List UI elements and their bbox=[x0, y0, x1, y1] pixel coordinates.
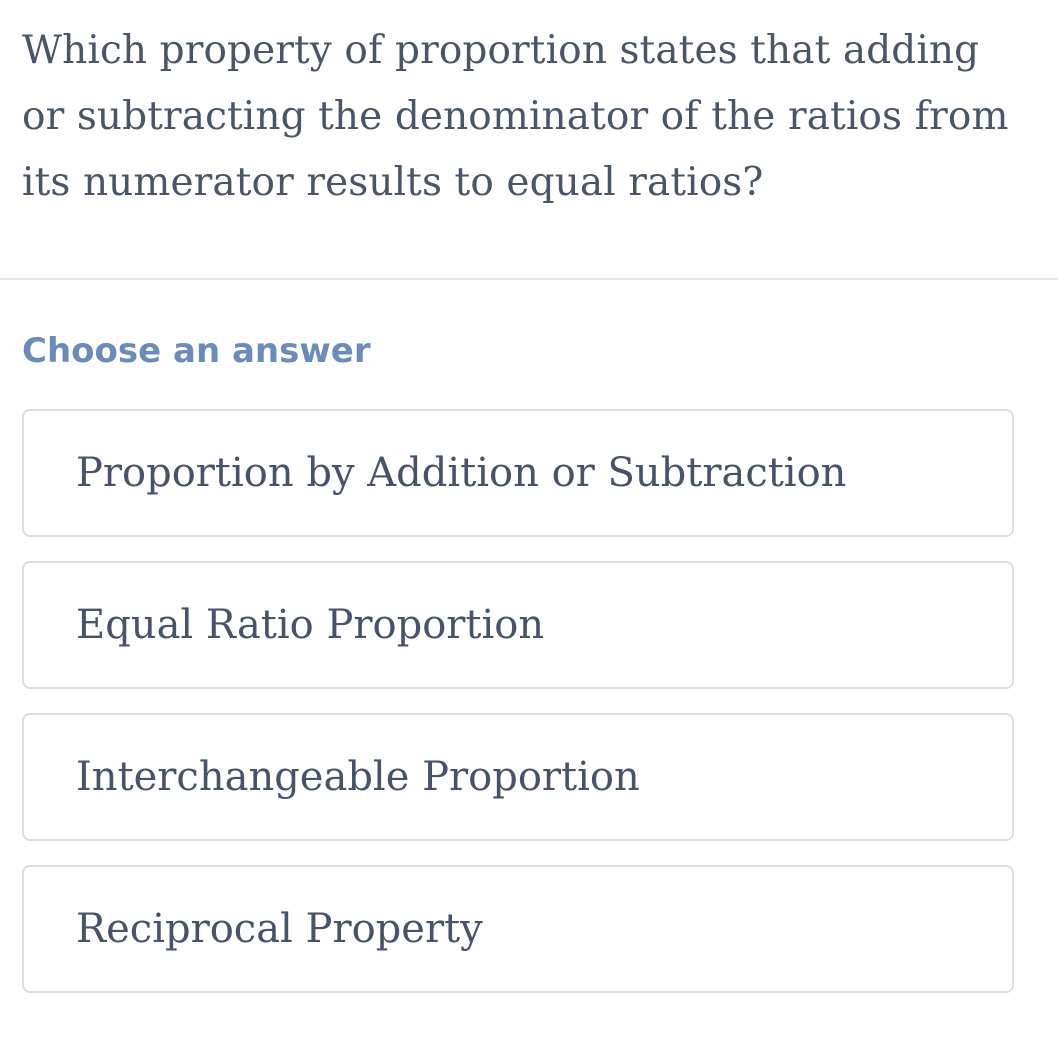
answer-option-label: Equal Ratio Proportion bbox=[76, 602, 545, 648]
answer-option-label: Proportion by Addition or Subtraction bbox=[76, 450, 847, 496]
answer-option-2[interactable] bbox=[22, 561, 1014, 689]
answer-option-1[interactable] bbox=[22, 409, 1014, 537]
answer-option-4[interactable] bbox=[22, 865, 1014, 993]
divider bbox=[0, 278, 1058, 280]
answer-option-label: Reciprocal Property bbox=[76, 906, 483, 952]
choose-answer-heading: Choose an answer bbox=[22, 331, 371, 371]
answer-option-label: Interchangeable Proportion bbox=[76, 754, 640, 800]
question-text: Which property of proportion states that adding or subtracting the denominator of the ratios from its numerator results to equal ratios? bbox=[22, 28, 1009, 205]
answer-options bbox=[22, 409, 1014, 1017]
answer-option-3[interactable] bbox=[22, 713, 1014, 841]
